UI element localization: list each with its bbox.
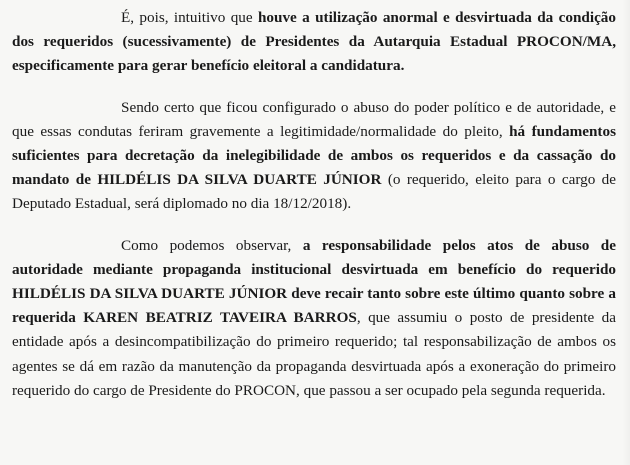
paragraph-3-run-3: , que assumiu o posto de presidente da entidade após a desincompatibilização do primeiro requerido; tal responsabilização de ambos os agentes se dá em razão da manutenção da propaganda desvirtuada após a exoneração do primeiro requerido do cargo de Presidente do PROCON, que passou a ser ocupado pela segunda requerida.	[12, 309, 617, 399]
paragraph-1-run-2: houve a utilização anormal e desvirtuada da condição dos requeridos (sucessivamente) de Presidentes da Autarquia Estadual PROCON/MA, especificamente para gerar benefício eleitoral a candidatura.	[12, 9, 616, 75]
scan-edge-shadow	[622, 0, 630, 465]
paragraph-2-run-3: (o requerido, eleito para o cargo de Deputado Estadual, será diplomado no dia 18/12/2018).	[12, 171, 617, 213]
paragraph-2-run-2: há fundamentos suficientes para decretação da inelegibilidade de ambos os requeridos e da cassação do mandato de HILDÉLIS DA SILVA DUARTE JÚNIOR	[12, 122, 616, 189]
paragraph-1-run-1: É, pois, intuitivo que	[121, 9, 258, 26]
paragraph-1	[12, 6, 616, 79]
paragraph-3	[12, 234, 616, 403]
paragraph-3-run-1: Como podemos observar,	[121, 236, 303, 254]
paragraph-2-run-1: Sendo certo que ficou configurado o abuso do poder político e de autoridade, e que essas condutas feriram gravemente a legitimidade/normalidade do pleito,	[12, 98, 616, 140]
paragraph-2	[12, 96, 616, 217]
paragraph-3-run-2: a responsabilidade pelos atos de abuso de autoridade mediante propaganda institucional desvirtuada em benefício do requerido HILDÉLIS DA SILVA DUARTE JÚNIOR deve recair tanto sobre este último quanto sobre a requerida KAREN BEATRIZ TAVEIRA BARROS	[12, 236, 616, 327]
